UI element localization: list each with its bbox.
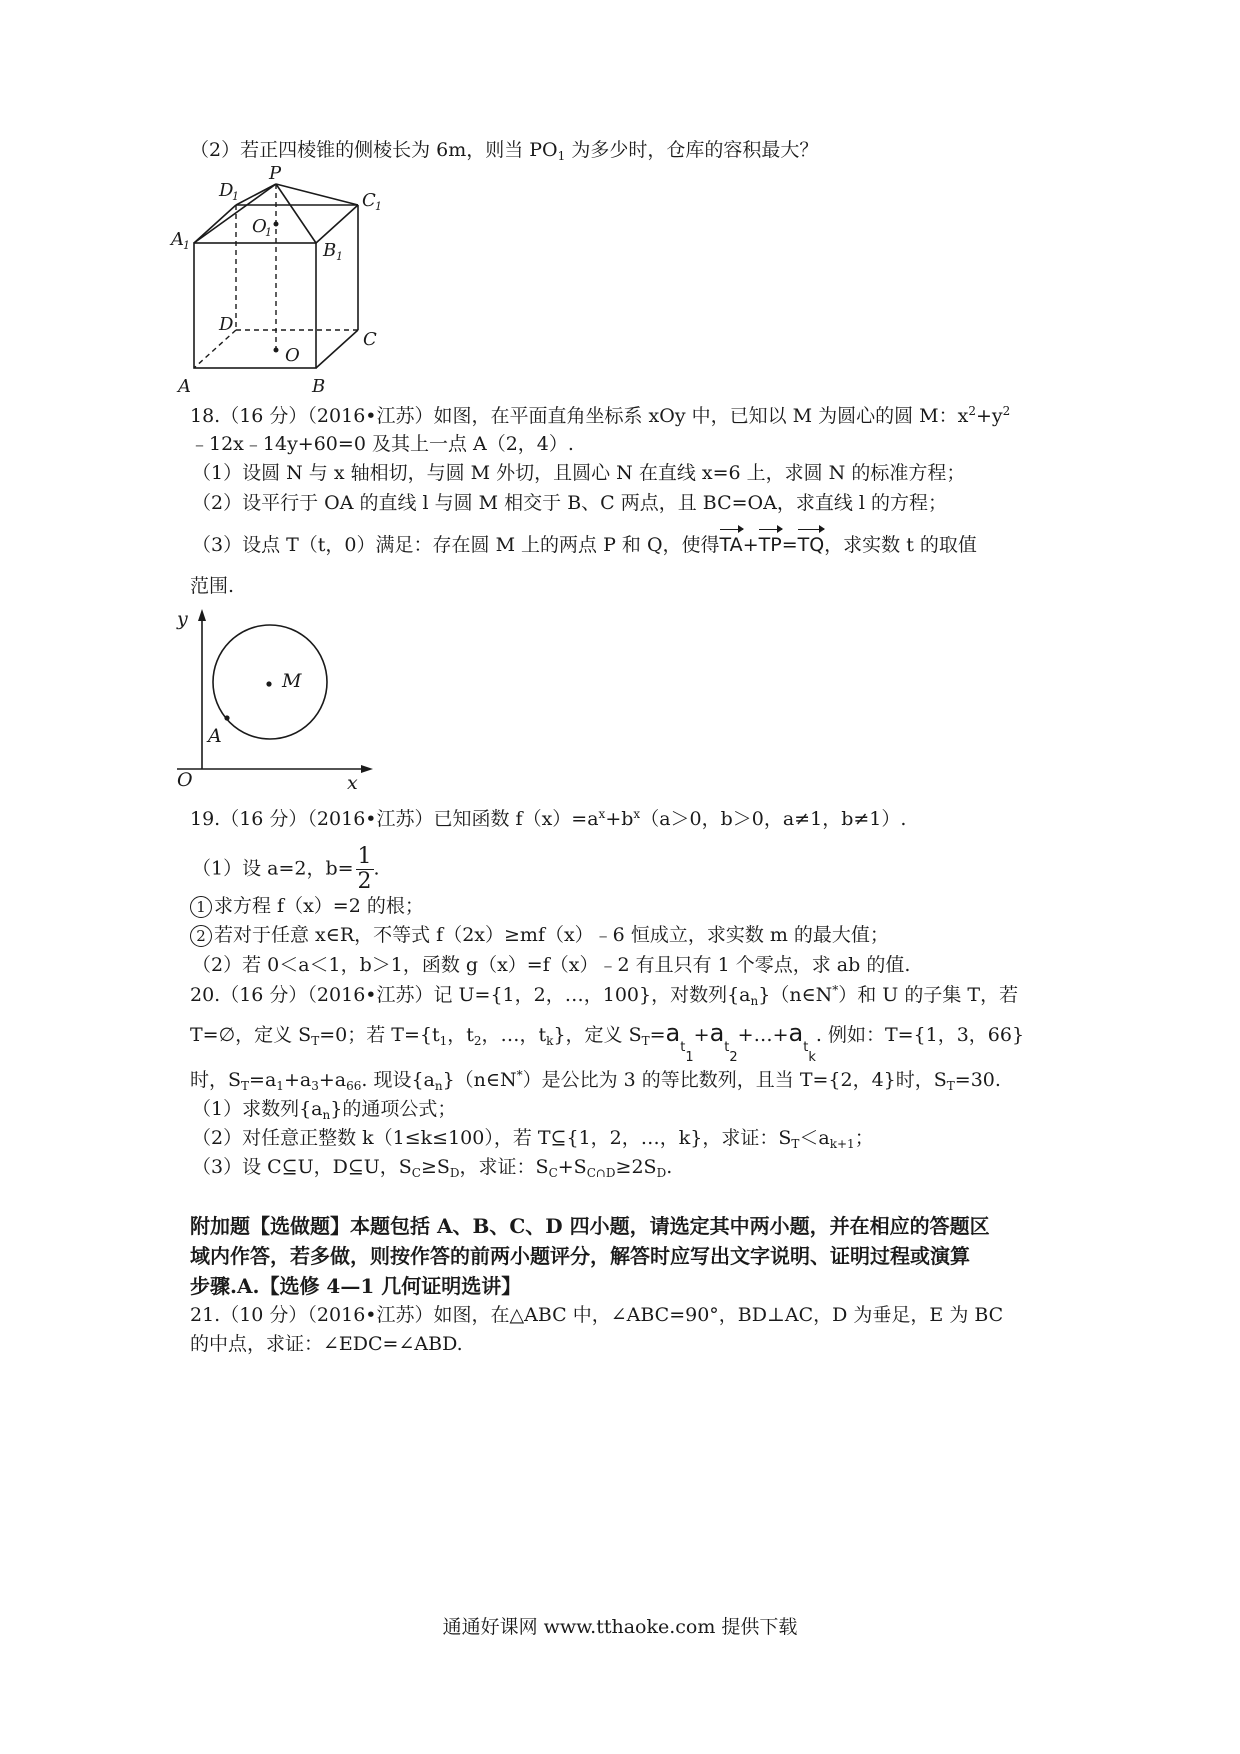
circled-number-1: 1 xyxy=(190,896,212,918)
svg-text:B: B xyxy=(323,240,337,261)
svg-text:C: C xyxy=(362,190,376,211)
q18-line1: 18.（16 分）（2016•江苏）如图，在平面直角坐标系 xOy 中，已知以 M 为圆心的圆 M：$x^2+y^2$ xyxy=(190,404,1011,427)
svg-text:A: A xyxy=(171,229,184,250)
q18-part3-cont: 范围. xyxy=(190,575,235,597)
svg-text:M: M xyxy=(282,670,302,692)
svg-text:1: 1 xyxy=(265,226,272,239)
extra-section-line2: 域内作答，若多做，则按作答的前两小题评分，解答时应写出文字说明、证明过程或演算 xyxy=(190,1244,970,1268)
q19-sub1: 1 求方程 f（x）=2 的根； xyxy=(190,893,424,919)
q20-part1: （1）求数列$\{a_n\}$的通项公式； xyxy=(192,1098,457,1122)
q18-part2: （2）设平行于 OA 的直线 l 与圆 M 相交于 B、C 两点，且 BC=OA，求直线 l 的方程； xyxy=(192,492,948,514)
svg-text:1: 1 xyxy=(336,250,343,263)
prism-pyramid-figure xyxy=(165,162,405,402)
circle-coordinate-figure xyxy=(165,603,395,803)
fraction-one-half: $\frac{1}{2}$ xyxy=(357,844,372,894)
svg-text:D: D xyxy=(219,180,234,201)
q18-part1: （1）设圆 N 与 x 轴相切，与圆 M 外切，且圆心 N 在直线 x=6 上，求圆 N 的标准方程； xyxy=(192,462,966,484)
svg-text:B: B xyxy=(312,376,326,397)
svg-text:y: y xyxy=(177,608,188,630)
svg-text:O: O xyxy=(177,769,193,791)
q20-part2: （2）对任意正整数 k（1≤k≤100），若 T⊆{1，2，…，k}，求证：$S_T<a_{k+1}$； xyxy=(192,1127,874,1151)
q21-line1: 21.（10 分）（2016•江苏）如图，在△ABC 中，∠ABC=90°，BD⊥AC，D 为垂足，E 为 BC xyxy=(190,1304,1004,1326)
q19-line1: 19.（16 分）（2016•江苏）已知函数 $f(x)=a^x+b^x(a>0$，b＞0，a≠1，b≠1）. xyxy=(190,807,907,830)
q19-part1: （1）设 a=2，b= $\frac{1}{2}$ . xyxy=(192,844,380,894)
extra-section-line3: 步骤.A.【选修 4—1 几何证明选讲】 xyxy=(190,1274,522,1298)
svg-text:A: A xyxy=(178,376,191,397)
page-footer: 通通好课网 www.tthaoke.com 提供下载 xyxy=(442,1616,798,1638)
svg-text:1: 1 xyxy=(375,200,382,213)
q19-sub2: 2 若对于任意 x∈R，不等式 f（2x）≥mf（x）﹣6 恒成立，求实数 m 的最大值； xyxy=(190,922,889,948)
svg-text:C: C xyxy=(363,329,377,350)
svg-text:A: A xyxy=(208,725,222,747)
q18-part3: （3）设点 T（t，0）满足：存在圆 M 上的两点 P 和 Q，使得TA+TP=TQ，求实数 t 的取值 xyxy=(192,534,977,556)
vector-TQ: TQ xyxy=(797,534,825,556)
svg-text:O: O xyxy=(252,216,267,237)
vector-TP: TP xyxy=(758,534,782,556)
circled-number-2: 2 xyxy=(190,925,212,947)
q20-line2: T=∅，定义 $S_T=0$；若 $T=\{t_1$，$t_2$，…，$t_k$}，定义 $S_T=a_{t_1}+a_{t_2}+\dots+a_{t_k}$. 例如：T={1，3，66} xyxy=(190,1019,1025,1065)
svg-text:O: O xyxy=(285,345,300,366)
svg-text:D: D xyxy=(219,314,234,335)
svg-text:1: 1 xyxy=(232,190,239,203)
q20-line3: 时，$S_T=a_1+a_3+a_{66}$. 现设$\{a_n\}(n\in N^*)$是公比为 3 的等比数列，且当 T={2，4}时，$S_T=30$. xyxy=(190,1068,1001,1093)
q19-part2: （2）若 0＜a＜1，b＞1，函数 g（x）=f（x）﹣2 有且只有 1 个零点，求 ab 的值. xyxy=(192,954,911,976)
svg-text:P: P xyxy=(269,163,282,184)
q20-line1: 20.（16 分）（2016•江苏）记 U={1，2，…，100}，对数列$\{a_n\}(n\in N^*)$和 U 的子集 T，若 xyxy=(190,983,1019,1008)
q18-line2: ﹣12x﹣14y+60=0 及其上一点 A（2，4）. xyxy=(190,433,574,455)
extra-section-line1: 附加题【选做题】本题包括 A、B、C、D 四小题，请选定其中两小题，并在相应的答题区 xyxy=(190,1214,990,1238)
svg-text:x: x xyxy=(347,772,358,794)
q21-line2: 的中点，求证：∠EDC=∠ABD. xyxy=(190,1333,463,1355)
svg-text:1: 1 xyxy=(183,239,190,252)
q20-part3: （3）设 C⊆U，D⊆U，$S_C\ge S_D$，求证：$S_C+S_{C\cap D}\ge 2S_D$. xyxy=(192,1156,673,1180)
vector-TA: TA xyxy=(719,534,743,556)
q17-part2: （2）若正四棱锥的侧棱长为 6m，则当 $PO_1$ 为多少时，仓库的容积最大？ xyxy=(190,139,819,163)
